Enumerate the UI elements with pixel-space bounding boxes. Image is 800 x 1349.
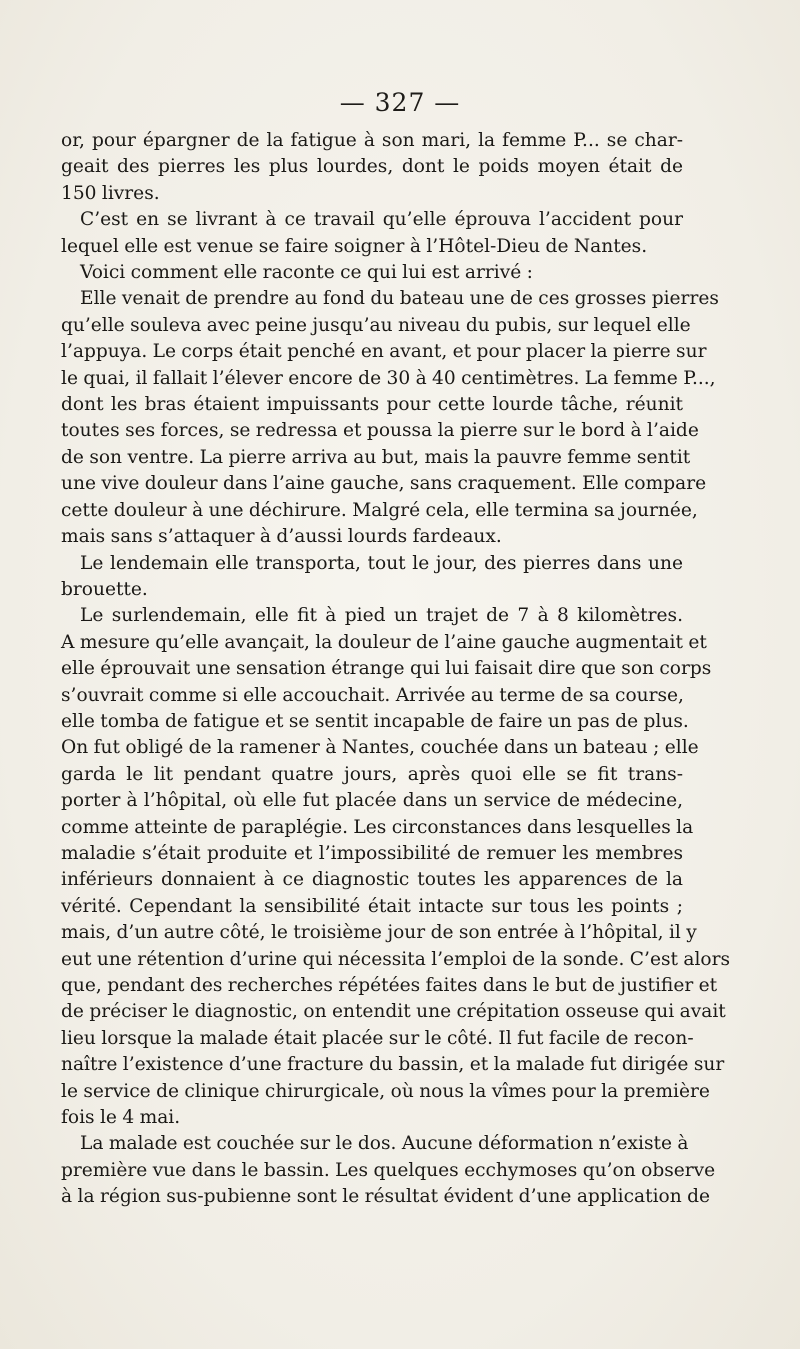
text-line: inférieurs donnaient à ce diagnostic toutes les apparences de la xyxy=(61,869,683,891)
text-line: C’est en se livrant à ce travail qu’elle éprouva l’accident pour xyxy=(80,209,683,231)
text-line: qu’elle souleva avec peine jusqu’au niveau du pubis, sur lequel elle xyxy=(61,314,691,336)
text-line: une vive douleur dans l’aine gauche, sans craquement. Elle compare xyxy=(61,473,707,495)
paragraph xyxy=(61,286,719,550)
text-line: mais sans s’attaquer à d’aussi lourds fardeaux. xyxy=(61,526,502,548)
text-line: fois le 4 mai. xyxy=(61,1107,181,1129)
text-line: toutes ses forces, se redressa et poussa la pierre sur le bord à l’aide xyxy=(61,420,699,442)
text-line: mais, d’un autre côté, le troisième jour de son entrée à l’hôpital, il y xyxy=(61,922,697,944)
paragraph xyxy=(61,603,731,1131)
page-number: — 327 — xyxy=(339,88,461,117)
text-line: de préciser le diagnostic, on entendit une crépitation osseuse qui avait xyxy=(61,1001,726,1023)
text-line: Voici comment elle raconte ce qui lui est arrivé : xyxy=(80,262,533,284)
text-line: lieu lorsque la malade était placée sur le côté. Il fut facile de recon- xyxy=(61,1027,694,1049)
text-line: dont les bras étaient impuissants pour cette lourde tâche, réunit xyxy=(61,394,683,416)
text-line: elle tomba de fatigue et se sentit incapable de faire un pas de plus. xyxy=(61,710,689,732)
text-line: On fut obligé de la ramener à Nantes, couchée dans un bateau ; elle xyxy=(61,737,699,759)
paragraph xyxy=(61,551,683,604)
text-line: comme atteinte de paraplégie. Les circonstances dans lesquelles la xyxy=(61,816,694,838)
text-line: garda le lit pendant quatre jours, après quoi elle se fit trans- xyxy=(61,763,683,785)
text-line: A mesure qu’elle avançait, la douleur de l’aine gauche augmentait et xyxy=(61,631,707,653)
paragraph xyxy=(61,207,683,260)
text-line: première vue dans le bassin. Les quelques ecchymoses qu’on observe xyxy=(61,1159,716,1181)
text-line: vérité. Cependant la sensibilité était intacte sur tous les points ; xyxy=(61,895,683,917)
text-line: brouette. xyxy=(61,578,148,600)
text-line: s’ouvrait comme si elle accouchait. Arrivée au terme de sa course, xyxy=(61,684,684,706)
paragraph xyxy=(61,128,683,207)
text-line: de son ventre. La pierre arriva au but, mais la pauvre femme sentit xyxy=(61,446,691,468)
paragraph xyxy=(61,1131,716,1210)
text-line: à la région sus-pubienne sont le résultat évident d’une application de xyxy=(61,1186,711,1208)
text-line: lequel elle est venue se faire soigner à l’Hôtel-Dieu de Nantes. xyxy=(61,235,648,257)
text-line: geait des pierres les plus lourdes, dont le poids moyen était de xyxy=(61,156,683,178)
text-line: naître l’existence d’une fracture du bassin, et la malade fut dirigée sur xyxy=(61,1054,725,1076)
text-line: maladie s’était produite et l’impossibilité de remuer les membres xyxy=(61,842,683,864)
text-line: elle éprouvait une sensation étrange qui lui faisait dire que son corps xyxy=(61,658,712,680)
text-line: La malade est couchée sur le dos. Aucune déformation n’existe à xyxy=(80,1133,689,1155)
text-line: Le surlendemain, elle fit à pied un trajet de 7 à 8 kilomètres. xyxy=(80,605,683,627)
text-line: or, pour épargner de la fatigue à son mari, la femme P... se char- xyxy=(61,130,683,151)
text-line: porter à l’hôpital, où elle fut placée dans un service de médecine, xyxy=(61,790,683,812)
text-line: cette douleur à une déchirure. Malgré cela, elle termina sa journée, xyxy=(61,499,698,521)
text-line: Elle venait de prendre au fond du bateau une de ces grosses pierres xyxy=(80,288,719,310)
text-line: que, pendant des recherches répétées faites dans le but de justifier et xyxy=(61,975,718,996)
text-line: l’appuya. Le corps était penché en avant, et pour placer la pierre sur xyxy=(61,341,707,363)
body-text xyxy=(61,128,731,1211)
text-line: le service de clinique chirurgicale, où nous la vîmes pour la première xyxy=(61,1080,710,1102)
text-line: 150 livres. xyxy=(61,182,160,204)
paragraph xyxy=(61,260,683,286)
text-line: Le lendemain elle transporta, tout le jour, des pierres dans une xyxy=(80,552,683,574)
text-line: le quai, il fallait l’élever encore de 30 à 40 centimètres. La femme P..., xyxy=(61,367,716,389)
text-line: eut une rétention d’urine qui nécessita l’emploi de la sonde. C’est alors xyxy=(61,948,731,970)
